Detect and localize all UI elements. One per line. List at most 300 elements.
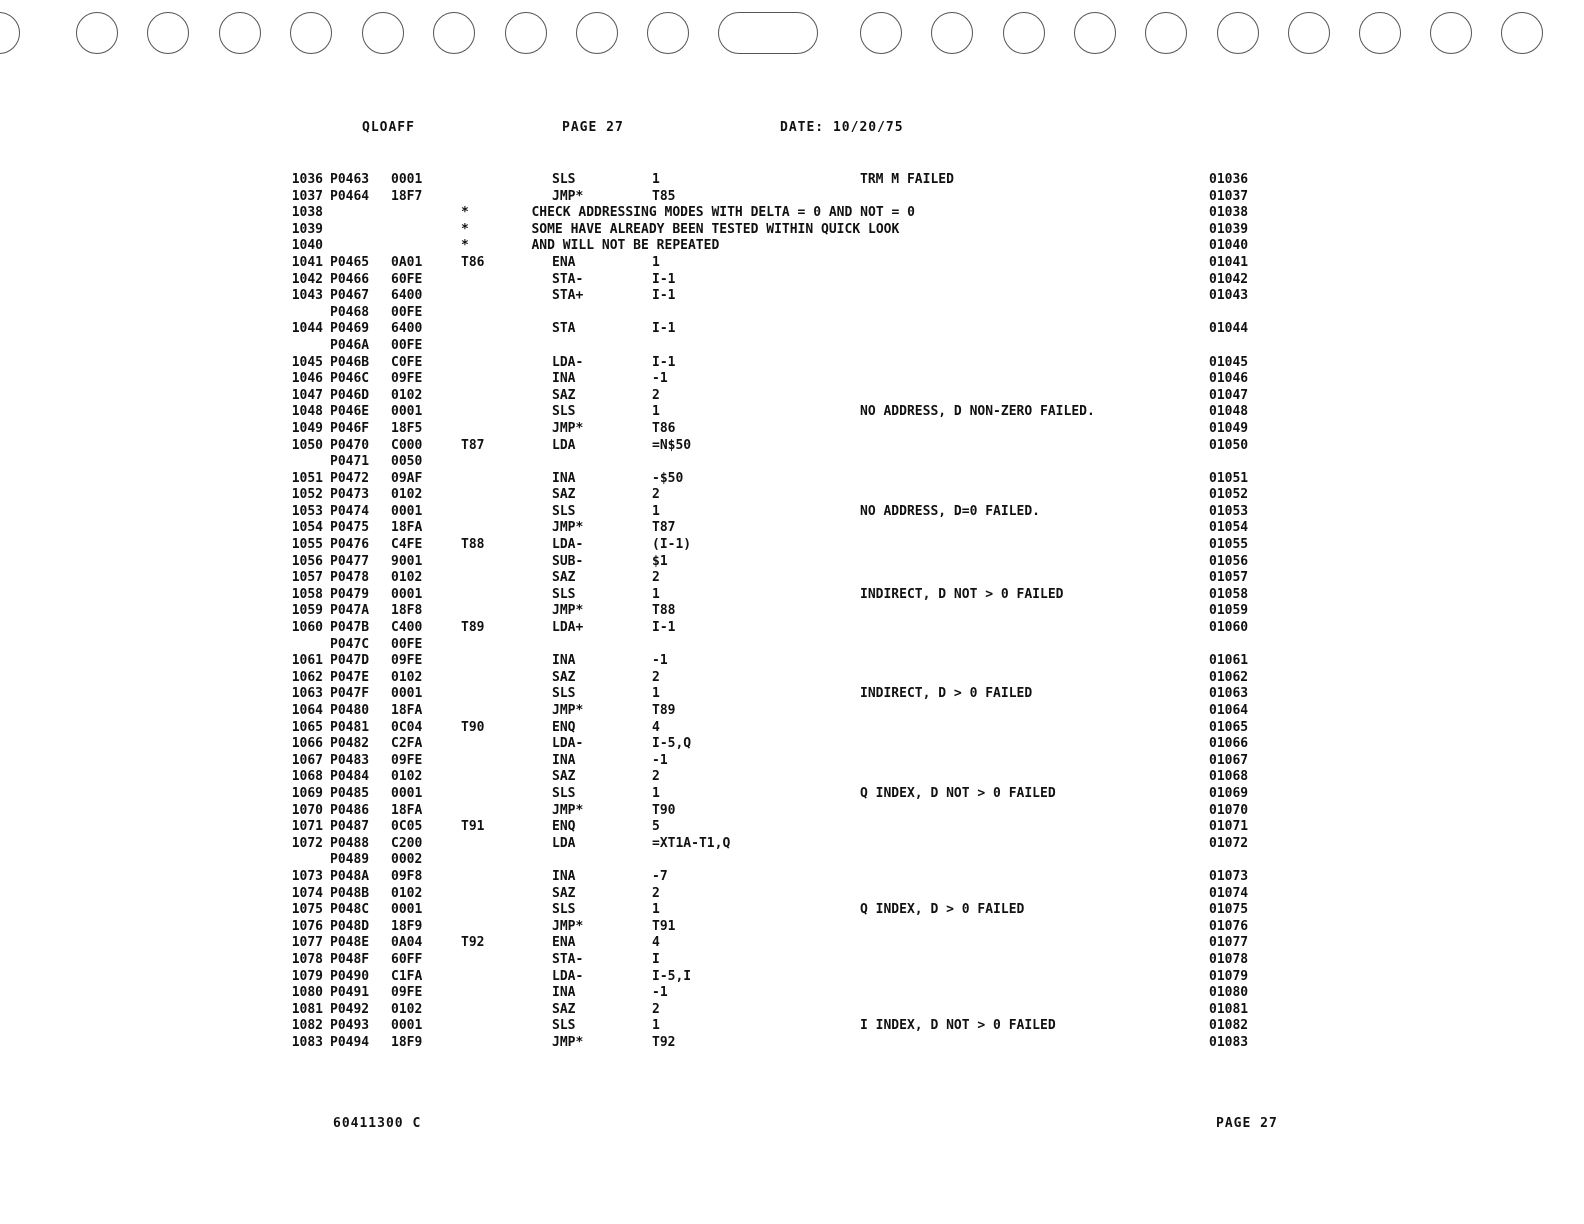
address: P046C (330, 371, 370, 387)
address: P0483 (330, 752, 370, 768)
address: P047A (330, 603, 370, 619)
object-code: C1FA (391, 968, 423, 984)
line-number: 1053 (291, 503, 323, 519)
address: P047F (330, 686, 370, 702)
line-number: 1066 (291, 736, 323, 752)
operand: -7 (652, 868, 668, 884)
opcode: STA+ (552, 288, 584, 304)
opcode: JMP* (552, 1034, 584, 1050)
operand: 1 (652, 172, 660, 187)
feed-hole (219, 12, 261, 54)
object-code: 09F8 (391, 868, 423, 884)
operand: I-5,Q (652, 736, 692, 752)
object-code: 09FE (391, 985, 423, 1001)
address: P0470 (330, 437, 370, 453)
sequence-number: 01040 (1209, 238, 1249, 254)
sequence-number: 01075 (1209, 902, 1249, 918)
label: T86 (461, 254, 485, 270)
sequence-number: 01061 (1209, 653, 1249, 669)
line-number: 1061 (291, 653, 323, 669)
object-code: 18FA (391, 802, 423, 818)
listing-row (0, 238, 1584, 255)
object-code: 0001 (391, 503, 423, 519)
operand: I (652, 951, 660, 967)
listing-row (0, 886, 1584, 903)
listing-row (0, 803, 1584, 820)
line-number: 1073 (291, 868, 323, 884)
operand: -1 (652, 985, 668, 1001)
object-code: 0102 (391, 387, 423, 403)
object-code: 0102 (391, 885, 423, 901)
sequence-number: 01036 (1209, 172, 1249, 187)
object-code: 00FE (391, 337, 423, 353)
opcode: INA (552, 752, 576, 768)
listing-row (0, 769, 1584, 786)
object-code: 60FF (391, 951, 423, 967)
opcode: LDA (552, 437, 576, 453)
listing-row (0, 471, 1584, 488)
sequence-number: 01058 (1209, 586, 1249, 602)
sequence-number: 01071 (1209, 819, 1249, 835)
object-code: C0FE (391, 354, 423, 370)
address: P046B (330, 354, 370, 370)
sequence-number: 01065 (1209, 719, 1249, 735)
operand: 2 (652, 669, 660, 685)
label: T87 (461, 437, 485, 453)
address: P0477 (330, 553, 370, 569)
object-code: C200 (391, 835, 423, 851)
line-number: 1056 (291, 553, 323, 569)
line-number: 1050 (291, 437, 323, 453)
sequence-number: 01048 (1209, 404, 1249, 420)
sequence-number: 01043 (1209, 288, 1249, 304)
listing-row (0, 603, 1584, 620)
line-number: 1037 (291, 188, 323, 204)
line-number: 1059 (291, 603, 323, 619)
line-number: 1046 (291, 371, 323, 387)
line-number: 1060 (291, 620, 323, 636)
line-number: 1072 (291, 835, 323, 851)
opcode: SAZ (552, 1001, 576, 1017)
object-code: 0102 (391, 570, 423, 586)
object-code: 0001 (391, 404, 423, 420)
operand: 2 (652, 1001, 660, 1017)
object-code: 0002 (391, 852, 423, 868)
opcode: SLS (552, 586, 576, 602)
line-number: 1039 (291, 221, 323, 237)
feed-hole-oval (718, 12, 818, 54)
object-code: 0001 (391, 586, 423, 602)
listing-row (0, 537, 1584, 554)
address: P046F (330, 420, 370, 436)
object-code: C000 (391, 437, 423, 453)
listing-row (0, 189, 1584, 206)
address: P046E (330, 404, 370, 420)
listing-row (0, 421, 1584, 438)
sequence-number: 01076 (1209, 918, 1249, 934)
comment: NO ADDRESS, D NON-ZERO FAILED. (860, 404, 1095, 420)
operand: I-1 (652, 288, 676, 304)
listing-row (0, 969, 1584, 986)
address: P047E (330, 669, 370, 685)
opcode: LDA- (552, 537, 584, 553)
listing-row (0, 321, 1584, 338)
address: P0465 (330, 254, 370, 270)
object-code: 6400 (391, 288, 423, 304)
line-number: 1041 (291, 254, 323, 270)
opcode: SLS (552, 404, 576, 420)
listing-row (0, 935, 1584, 952)
object-code: 0102 (391, 669, 423, 685)
sequence-number: 01079 (1209, 968, 1249, 984)
listing-row (0, 919, 1584, 936)
opcode: SAZ (552, 769, 576, 785)
listing-row (0, 520, 1584, 537)
assembly-listing (0, 172, 1584, 1051)
object-code: 0A04 (391, 935, 423, 951)
object-code: 0001 (391, 172, 423, 187)
address: P048A (330, 868, 370, 884)
feed-hole (290, 12, 332, 54)
listing-row (0, 255, 1584, 272)
operand: 4 (652, 719, 660, 735)
operand: I-1 (652, 321, 676, 337)
object-code: 09AF (391, 470, 423, 486)
operand: T86 (652, 420, 676, 436)
document-number: 60411300 C (333, 1116, 422, 1131)
sequence-number: 01042 (1209, 271, 1249, 287)
sequence-number: 01069 (1209, 785, 1249, 801)
feed-hole (1145, 12, 1187, 54)
object-code: 00FE (391, 304, 423, 320)
sequence-number: 01077 (1209, 935, 1249, 951)
listing-row (0, 985, 1584, 1002)
address: P048C (330, 902, 370, 918)
object-code: 09FE (391, 653, 423, 669)
listing-row (0, 736, 1584, 753)
listing-row (0, 786, 1584, 803)
comment-text: * SOME HAVE ALREADY BEEN TESTED WITHIN QUICK LOOK (461, 221, 900, 237)
address: P0493 (330, 1018, 370, 1034)
opcode: INA (552, 470, 576, 486)
object-code: C400 (391, 620, 423, 636)
address: P0480 (330, 703, 370, 718)
object-code: 0001 (391, 1018, 423, 1034)
operand: 2 (652, 387, 660, 403)
opcode: SAZ (552, 387, 576, 403)
opcode: SLS (552, 686, 576, 702)
opcode: INA (552, 868, 576, 884)
line-number: 1058 (291, 586, 323, 602)
sequence-number: 01050 (1209, 437, 1249, 453)
sequence-number: 01080 (1209, 985, 1249, 1001)
address: P046A (330, 337, 370, 353)
sequence-number: 01070 (1209, 802, 1249, 818)
sequence-number: 01038 (1209, 205, 1249, 221)
line-number: 1069 (291, 785, 323, 801)
address: P0479 (330, 586, 370, 602)
line-number: 1042 (291, 271, 323, 287)
address: P0487 (330, 819, 370, 835)
object-code: 60FE (391, 271, 423, 287)
object-code: 0001 (391, 785, 423, 801)
opcode: JMP* (552, 918, 584, 934)
sequence-number: 01082 (1209, 1018, 1249, 1034)
sequence-number: 01078 (1209, 951, 1249, 967)
opcode: ENA (552, 935, 576, 951)
address: P0474 (330, 503, 370, 519)
line-number: 1049 (291, 420, 323, 436)
object-code: 00FE (391, 636, 423, 652)
address: P0488 (330, 835, 370, 851)
object-code: 0102 (391, 1001, 423, 1017)
sequence-number: 01037 (1209, 188, 1249, 204)
opcode: ENQ (552, 719, 576, 735)
object-code: C2FA (391, 736, 423, 752)
object-code: 6400 (391, 321, 423, 337)
address: P0484 (330, 769, 370, 785)
sequence-number: 01041 (1209, 254, 1249, 270)
feed-hole (433, 12, 475, 54)
opcode: JMP* (552, 520, 584, 536)
sequence-number: 01054 (1209, 520, 1249, 536)
opcode: SLS (552, 172, 576, 187)
line-number: 1080 (291, 985, 323, 1001)
operand: I-1 (652, 620, 676, 636)
feed-hole (505, 12, 547, 54)
listing-row (0, 554, 1584, 571)
opcode: LDA- (552, 736, 584, 752)
operand: 1 (652, 902, 660, 918)
feed-hole (931, 12, 973, 54)
address: P0476 (330, 537, 370, 553)
operand: 1 (652, 404, 660, 420)
object-code: 9001 (391, 553, 423, 569)
address: P0478 (330, 570, 370, 586)
object-code: 09FE (391, 371, 423, 387)
address: P0469 (330, 321, 370, 337)
comment: INDIRECT, D > 0 FAILED (860, 686, 1033, 702)
operand: 2 (652, 570, 660, 586)
operand: T89 (652, 703, 676, 718)
listing-row (0, 686, 1584, 703)
object-code: 0050 (391, 454, 423, 470)
operand: 4 (652, 935, 660, 951)
opcode: LDA- (552, 354, 584, 370)
line-number: 1052 (291, 487, 323, 503)
comment: Q INDEX, D > 0 FAILED (860, 902, 1025, 918)
opcode: SLS (552, 785, 576, 801)
listing-row (0, 753, 1584, 770)
address: P0472 (330, 470, 370, 486)
line-number: 1067 (291, 752, 323, 768)
opcode: JMP* (552, 802, 584, 818)
opcode: LDA+ (552, 620, 584, 636)
line-number: 1063 (291, 686, 323, 702)
line-number: 1068 (291, 769, 323, 785)
operand: 1 (652, 1018, 660, 1034)
comment: NO ADDRESS, D=0 FAILED. (860, 503, 1041, 519)
address: P047D (330, 653, 370, 669)
line-number: 1036 (291, 172, 323, 187)
sequence-number: 01056 (1209, 553, 1249, 569)
opcode: STA- (552, 271, 584, 287)
opcode: STA- (552, 951, 584, 967)
line-number: 1082 (291, 1018, 323, 1034)
opcode: LDA- (552, 968, 584, 984)
sequence-number: 01059 (1209, 603, 1249, 619)
line-number: 1076 (291, 918, 323, 934)
line-number: 1048 (291, 404, 323, 420)
address: P0475 (330, 520, 370, 536)
operand: T87 (652, 520, 676, 536)
opcode: SAZ (552, 669, 576, 685)
listing-row (0, 637, 1584, 654)
operand: I-1 (652, 271, 676, 287)
sequence-number: 01039 (1209, 221, 1249, 237)
comment: TRM M FAILED (860, 172, 954, 187)
line-number: 1079 (291, 968, 323, 984)
sequence-number: 01051 (1209, 470, 1249, 486)
listing-row (0, 305, 1584, 322)
line-number: 1065 (291, 719, 323, 735)
address: P0485 (330, 785, 370, 801)
address: P0482 (330, 736, 370, 752)
sequence-number: 01047 (1209, 387, 1249, 403)
address: P048D (330, 918, 370, 934)
sequence-number: 01066 (1209, 736, 1249, 752)
opcode: INA (552, 653, 576, 669)
listing-row (0, 587, 1584, 604)
sequence-number: 01062 (1209, 669, 1249, 685)
feed-hole (362, 12, 404, 54)
comment-text: * CHECK ADDRESSING MODES WITH DELTA = 0 AND NOT = 0 (461, 205, 915, 221)
operand: (I-1) (652, 537, 692, 553)
operand: 1 (652, 785, 660, 801)
label: T92 (461, 935, 485, 951)
listing-row (0, 819, 1584, 836)
feed-hole (647, 12, 689, 54)
address: P0489 (330, 852, 370, 868)
sequence-number: 01060 (1209, 620, 1249, 636)
sequence-number: 01074 (1209, 885, 1249, 901)
sequence-number: 01073 (1209, 868, 1249, 884)
operand: $1 (652, 553, 668, 569)
address: P0468 (330, 304, 370, 320)
header-page-number: PAGE 27 (562, 120, 624, 135)
feed-hole (147, 12, 189, 54)
listing-row (0, 438, 1584, 455)
operand: 2 (652, 487, 660, 503)
object-code: 0C04 (391, 719, 423, 735)
footer-page-number: PAGE 27 (1216, 1116, 1278, 1131)
operand: -1 (652, 653, 668, 669)
line-number: 1074 (291, 885, 323, 901)
operand: 2 (652, 769, 660, 785)
listing-row (0, 355, 1584, 372)
line-number: 1075 (291, 902, 323, 918)
feed-hole (1288, 12, 1330, 54)
opcode: JMP* (552, 603, 584, 619)
line-number: 1077 (291, 935, 323, 951)
line-number: 1055 (291, 537, 323, 553)
operand: =N$50 (652, 437, 692, 453)
line-number: 1051 (291, 470, 323, 486)
listing-row (0, 338, 1584, 355)
sequence-number: 01083 (1209, 1034, 1249, 1050)
comment-text: * AND WILL NOT BE REPEATED (461, 238, 720, 254)
operand: I-1 (652, 354, 676, 370)
address: P0467 (330, 288, 370, 304)
operand: -1 (652, 371, 668, 387)
address: P047B (330, 620, 370, 636)
opcode: ENA (552, 254, 576, 270)
sequence-number: 01072 (1209, 835, 1249, 851)
program-name: QLOAFF (362, 120, 415, 135)
listing-row (0, 570, 1584, 587)
operand: T85 (652, 188, 676, 204)
line-number: 1083 (291, 1034, 323, 1050)
line-number: 1043 (291, 288, 323, 304)
label: T89 (461, 620, 485, 636)
listing-row (0, 720, 1584, 737)
opcode: INA (552, 371, 576, 387)
listing-row (0, 620, 1584, 637)
sequence-number: 01081 (1209, 1001, 1249, 1017)
object-code: 09FE (391, 752, 423, 768)
listing-row (0, 902, 1584, 919)
address: P0486 (330, 802, 370, 818)
feed-hole (1501, 12, 1543, 54)
address: P0466 (330, 271, 370, 287)
tractor-feed-holes (0, 0, 1584, 80)
sequence-number: 01049 (1209, 420, 1249, 436)
object-code: 18FA (391, 520, 423, 536)
listing-row (0, 388, 1584, 405)
object-code: C4FE (391, 537, 423, 553)
address: P0481 (330, 719, 370, 735)
opcode: SLS (552, 1018, 576, 1034)
listing-row (0, 836, 1584, 853)
comment: Q INDEX, D NOT > 0 FAILED (860, 785, 1056, 801)
opcode: SUB- (552, 553, 584, 569)
opcode: SAZ (552, 885, 576, 901)
listing-row (0, 952, 1584, 969)
opcode: LDA (552, 835, 576, 851)
line-number: 1071 (291, 819, 323, 835)
sequence-number: 01057 (1209, 570, 1249, 586)
operand: 1 (652, 254, 660, 270)
label: T90 (461, 719, 485, 735)
opcode: JMP* (552, 188, 584, 204)
operand: -$50 (652, 470, 684, 486)
line-number: 1044 (291, 321, 323, 337)
listing-row (0, 371, 1584, 388)
listing-row (0, 852, 1584, 869)
feed-hole (860, 12, 902, 54)
opcode: ENQ (552, 819, 576, 835)
address: P0490 (330, 968, 370, 984)
line-number: 1057 (291, 570, 323, 586)
line-number: 1047 (291, 387, 323, 403)
sequence-number: 01046 (1209, 371, 1249, 387)
label: T88 (461, 537, 485, 553)
object-code: 18F7 (391, 188, 423, 204)
sequence-number: 01053 (1209, 503, 1249, 519)
listing-row (0, 1002, 1584, 1019)
object-code: 0A01 (391, 254, 423, 270)
operand: 1 (652, 503, 660, 519)
